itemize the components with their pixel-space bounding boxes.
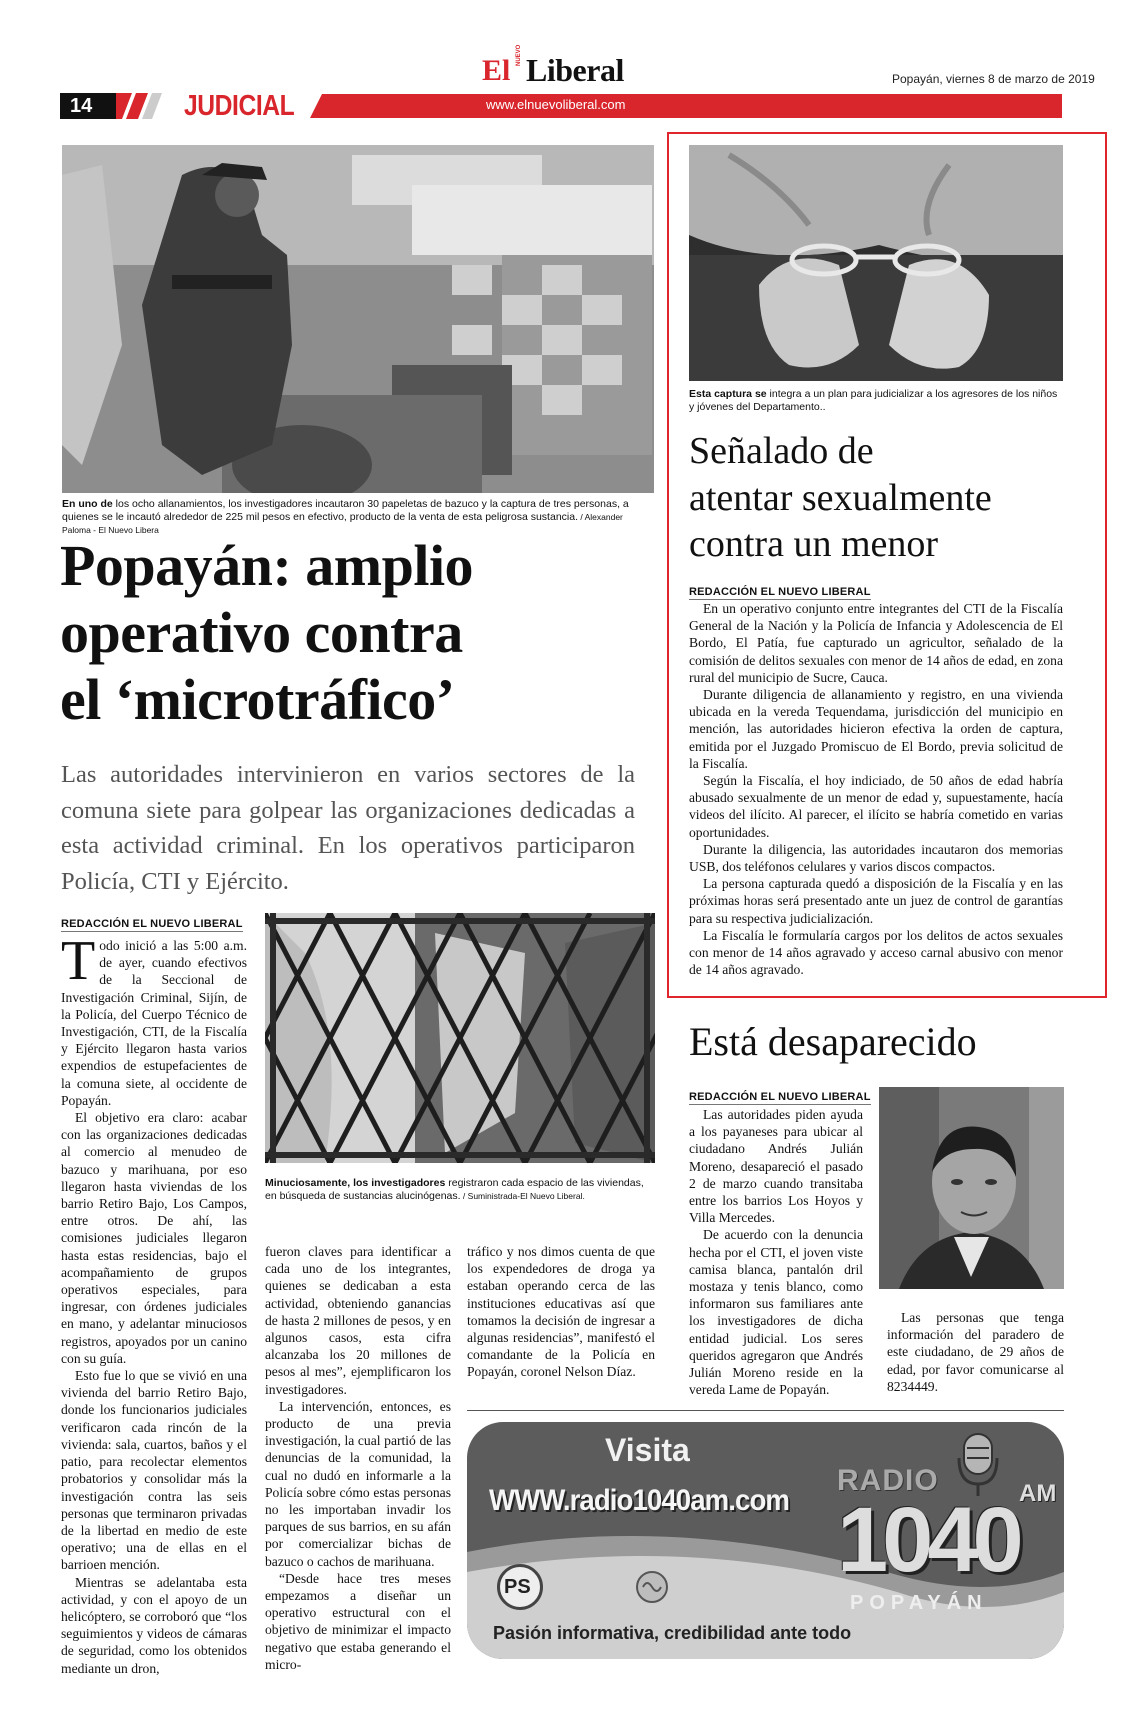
logo-nuevo: NUEVO bbox=[516, 44, 522, 66]
paragraph: De acuerdo con la denuncia hecha por el CTI, el joven viste camisa blanca, pantalón dril mostaza y tenis blanco, como informaron sus familiares ante los investigadores de dicha entidad judicial. Los seres queridos agregaron que Andrés Julián Moreno reside en la vereda Lame de Popayán. bbox=[689, 1227, 863, 1398]
side-story-body bbox=[689, 600, 1063, 978]
sound-wave-icon bbox=[635, 1570, 669, 1604]
side-headline-line-2: atentar sexualmente bbox=[689, 476, 992, 519]
ad-frequency: 1040 bbox=[837, 1489, 1018, 1591]
side-headline bbox=[689, 428, 1089, 568]
caption-text: los ocho allanamientos, los investigadores incautaron 30 papeletas de bazuco y la captura de tres personas, a quienes se le incautó alrededor de 225 mil pesos en efectivo, producto de la venta de esta peligrosa sustancia. bbox=[62, 498, 629, 523]
logo-liberal: Liberal bbox=[526, 52, 624, 88]
missing-headline: Está desaparecido bbox=[689, 1019, 977, 1064]
paragraph: fueron claves para identificar a cada uno de los integrantes, quienes se dedicaban a esta actividad, obteniendo ganancias de hasta 2 millones de pesos, y en algunos casos, esta cifra alcanzaba los 20 millones de pesos al mes”, ejemplificaron los investigadores. bbox=[265, 1244, 451, 1397]
caption-lead: En uno de bbox=[62, 498, 113, 510]
missing-byline bbox=[689, 1085, 871, 1105]
ad-separator bbox=[467, 1410, 1064, 1411]
handcuffs-photo bbox=[689, 145, 1063, 381]
paragraph: tráfico y nos dimos cuenta de que los expendedores de droga ya estaban operando cerca de las instituciones educativas así que tomamos la decisión de ingresar a algunas residencias”, manifestó el comandante de la Policía en Popayán, coronel Nelson Díaz. bbox=[467, 1244, 655, 1380]
ad-visita: Visita bbox=[605, 1432, 690, 1468]
paragraph: En un operativo conjunto entre integrantes del CTI de la Fiscalía General de la Nación y la Policía de Infancia y Adolescencia de El Bordo, El Patía, fue capturado un agricultor, señalado de la comisión de delitos sexuales con menor de 14 años de edad, en zona rural del municipio de Sucre, Cauca. bbox=[689, 601, 1063, 685]
header-band-slant bbox=[302, 94, 326, 118]
window-photo bbox=[265, 913, 655, 1163]
paragraph: Durante la diligencia, las autoridades incautaron dos memorias USB, dos teléfonos celulares y varios discos compactos. bbox=[689, 841, 1063, 875]
paragraph: Las personas que tenga información del paradero de este ciudadano, de 29 años de edad, por favor comunicarse al 8234449. bbox=[887, 1310, 1064, 1394]
masthead bbox=[0, 44, 1125, 130]
main-subhead: Las autoridades intervinieron en varios sectores de la comuna siete para golpear las organizaciones dedicadas a esta actividad criminal. En los operativos participaron Policía, CTI y Ejército. bbox=[61, 761, 635, 895]
header-red-band bbox=[322, 94, 1062, 118]
ad-city: POPAYÁN bbox=[850, 1592, 988, 1614]
side-headline-line-3: contra un menor bbox=[689, 523, 939, 565]
missing-byline-text: REDACCIÓN EL NUEVO LIBERAL bbox=[689, 1091, 871, 1103]
paragraph: odo inició a las 5:00 a.m. de ayer, cuando efectivos de la Seccional de Investigación Criminal, Sijín, de la Policía, del Cuerpo Técnico de Investigación, CTI, de la Fiscalía y Ejército llegaron hasta varios expendios de estupefacientes de la comuna siete, al occidente de Popayán. bbox=[61, 938, 247, 1108]
main-column-3 bbox=[467, 1243, 655, 1381]
paragraph: La Fiscalía le formularía cargos por los delitos de actos sexuales con menor de 14 años agravado y acceso carnal abusivo con menor de 14 años agravado. bbox=[689, 927, 1063, 978]
caption-text: integra a un plan para judicializar a los agresores de los niños y jóvenes del Departamento.. bbox=[689, 388, 1058, 413]
handcuffed-hands-photo bbox=[689, 145, 1063, 381]
issue-date: Popayán, viernes 8 de marzo de 2019 bbox=[892, 72, 1095, 86]
caption-text: registraron cada espacio de las viviendas, en búsqueda de sustancias alucinógenas. bbox=[265, 1177, 644, 1202]
website-url[interactable]: www.elnuevoliberal.com bbox=[486, 97, 626, 112]
headline-line-3: el ‘microtráfico’ bbox=[60, 667, 455, 732]
caption-credit: / Alexander Paloma - El Nuevo Libera bbox=[62, 512, 623, 535]
section-stripes bbox=[116, 93, 166, 119]
police-raid-photo bbox=[62, 145, 654, 493]
side-headline-line-1: Señalado de bbox=[689, 430, 874, 472]
paragraph: La persona capturada quedó a disposición de la Fiscalía y en las próximas horas será presentado ante un juez de control de garantías para su respectiva judicialización. bbox=[689, 876, 1063, 926]
headline-line-2: operativo contra bbox=[60, 600, 463, 665]
handcuffs-caption bbox=[689, 388, 1065, 414]
paragraph: Según la Fiscalía, el hoy indiciado, de 50 años de edad habría abusado sexualmente de un menor de edad y, supuestamente, hacía videos del ilícito. Al parecer, el ilícito se habría cometido en varias oportunidades. bbox=[689, 773, 1063, 840]
dropcap: T bbox=[61, 930, 96, 992]
logo-el: El bbox=[482, 54, 511, 87]
ad-slogan: Pasión informativa, credibilidad ante todo bbox=[493, 1623, 852, 1643]
ps-logo-text: PS bbox=[504, 1576, 531, 1598]
portrait-photo bbox=[879, 1087, 1064, 1289]
missing-story-body bbox=[689, 1106, 863, 1398]
paragraph: Esto fue lo que se vivió en una vivienda del barrio Retiro Bajo, donde los funcionarios judiciales verificaron cada rincón de la vivienda: sala, cuartos, baños y el patio, para recolectar elementos probatorios y consolidar más la investigación contra las seis personas que terminaron privadas de la libertad en medio de este operativo; una de ellas en el barrioen mención. bbox=[61, 1368, 247, 1573]
caption-credit: / Suministrada-El Nuevo Liberal. bbox=[460, 1191, 585, 1201]
missing-person-photo bbox=[879, 1087, 1064, 1289]
ad-url[interactable]: WWW.radio1040am.com bbox=[489, 1484, 790, 1517]
paragraph: Mientras se adelantaba esta actividad, y con el apoyo de un helicóptero, se corroboró que “los seguimientos y videos de cámaras de seguridad, como los obtenidos mediante un dron, bbox=[61, 1574, 247, 1676]
paragraph: Las autoridades piden ayuda a los payaneses para ubicar al ciudadano Andrés Julián Moreno, desapareció el pasado 2 de marzo cuando transitaba entre los barrios Los Hoyos y Villa Mercedes. bbox=[689, 1107, 863, 1226]
side-byline bbox=[689, 580, 871, 600]
paragraph: “Desde hace tres meses empezamos a diseñar un operativo estructural con el objetivo de minimizar el impacto negativo que estaba generando el micro- bbox=[265, 1570, 451, 1672]
main-story-photo bbox=[62, 145, 654, 493]
main-byline bbox=[61, 912, 243, 932]
caption-lead: Esta captura se bbox=[689, 388, 767, 400]
paragraph: La intervención, entonces, es producto de una previa investigación, la cual partió de las denuncias de la comunidad, la cual no dudó en informarle a la Policía sobre cómo estas personas no les importaban invadir los parques de sus barrios, en su afán por comercializar bichas de bazuco o cachos de marihuana. bbox=[265, 1398, 451, 1569]
paragraph: Durante diligencia de allanamiento y registro, en una vivienda ubicada en la vereda Tequendama, jurisdicción del municipio en mención, las autoridades hicieron efectiva la orden de captura, emitida por el Juzgado Promiscuo de El Bordo, previa solicitud de la Fiscalía. bbox=[689, 687, 1063, 771]
section-title: JUDICIAL bbox=[184, 90, 295, 122]
headline-line-1: Popayán: amplio bbox=[60, 533, 474, 598]
newspaper-logo bbox=[482, 44, 662, 90]
side-byline-text: REDACCIÓN EL NUEVO LIBERAL bbox=[689, 586, 871, 598]
main-headline bbox=[60, 532, 660, 733]
paragraph: El objetivo era claro: acabar con las organizaciones dedicadas al comercio al menudeo de bazuco y marihuana, por eso llegaron hasta viviendas de los barrio Retiro Bajo, Los Campos, entre otros. De ahí, las comisiones judiciales llegaron hasta estas residencias, bajo el acompañamiento de grupos operativos especiales, para ingresar, con órdenes judiciales en mano, y adelantar minuciosos registros, apoyados por un canino con su guía. bbox=[61, 1110, 247, 1366]
ad-radio: RADIO bbox=[837, 1464, 939, 1497]
main-column-1 bbox=[61, 930, 247, 1677]
radio-advertisement[interactable] bbox=[467, 1422, 1064, 1659]
window-grille-photo bbox=[265, 913, 655, 1163]
ps-logo bbox=[497, 1564, 543, 1610]
microphone-icon bbox=[955, 1428, 1001, 1498]
window-photo-caption bbox=[265, 1177, 657, 1203]
main-byline-text: REDACCIÓN EL NUEVO LIBERAL bbox=[61, 918, 243, 930]
missing-story-contact bbox=[887, 1309, 1064, 1395]
ad-am: AM bbox=[1019, 1480, 1057, 1507]
main-column-2 bbox=[265, 1243, 451, 1673]
page-number: 14 bbox=[60, 93, 116, 119]
caption-lead: Minuciosamente, los investigadores bbox=[265, 1177, 446, 1189]
